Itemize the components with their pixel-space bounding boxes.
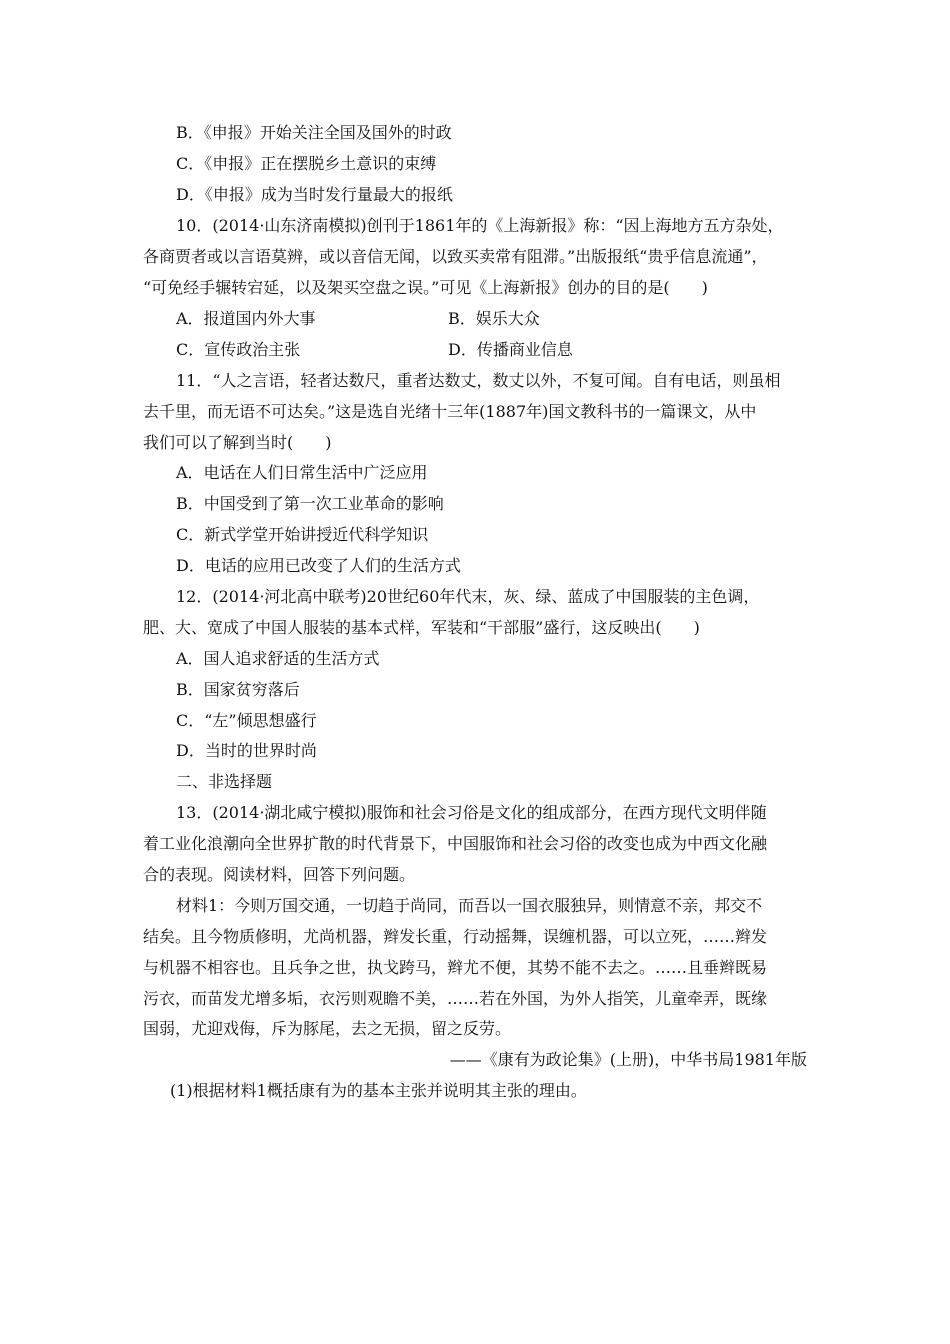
q10-option-d: D．传播商业信息 (448, 340, 573, 359)
q10-option-a: A．报道国内外大事 (176, 309, 316, 328)
q13-stem-line3: 合的表现。阅读材料，回答下列问题。 (143, 865, 416, 884)
q13-stem-line2: 着工业化浪潮向全世界扩散的时代背景下，中国服饰和社会习俗的改变也成为中西文化融 (143, 834, 768, 853)
q12-option-d: D．当时的世界时尚 (176, 741, 317, 760)
q10-option-b: B．娱乐大众 (448, 309, 540, 328)
section-heading: 二、非选择题 (176, 772, 273, 791)
q12-option-b: B．国家贫穷落后 (176, 680, 300, 699)
q9-option-d: D．《申报》成为当时发行量最大的报纸 (176, 185, 453, 204)
material1-line5: 国弱，尤迎戏侮，斥为豚尾，去之无损，留之反劳。 (143, 1019, 512, 1038)
q13-subquestion-1: (1)根据材料1概括康有为的基本主张并说明其主张的理由。 (170, 1081, 587, 1100)
q10-stem-line1: 10．(2014·山东济南模拟)创刊于1861年的《上海新报》称：“因上海地方五方杂处， (176, 216, 784, 235)
material1-line2: 结矣。且今物质修明，尤尚机器，辫发长重，行动摇舞，误缠机器，可以立死，……辫发 (143, 927, 768, 946)
q11-option-c: C．新式学堂开始讲授近代科学知识 (176, 525, 429, 544)
q12-option-a: A．国人追求舒适的生活方式 (176, 649, 380, 668)
q13-stem-line1: 13．(2014·湖北咸宁模拟)服饰和社会习俗是文化的组成部分，在西方现代文明伴随 (176, 803, 767, 822)
q11-stem-line3: 我们可以了解到当时( ) (143, 433, 332, 452)
material1-line3: 与机器不相容也。且兵争之世，执戈跨马，辫尤不便，其势不能不去之。……且垂辫既易 (143, 958, 768, 977)
q11-option-a: A．电话在人们日常生活中广泛应用 (176, 463, 428, 482)
q10-stem-line2: 各商贾者或以言语莫辨，或以音信无闻，以致买卖常有阻滞。”出版报纸“贵乎信息流通”， (143, 247, 768, 266)
q11-option-d: D．电话的应用已改变了人们的生活方式 (176, 556, 461, 575)
q10-option-c: C．宣传政治主张 (176, 340, 301, 359)
q11-option-b: B．中国受到了第一次工业革命的影响 (176, 494, 444, 513)
q11-stem-line1: 11．“人之言语，轻者达数尺，重者达数丈，数丈以外，不复可闻。自有电话，则虽相 (176, 371, 781, 390)
material1-line4: 污衣，而苗发尤增多垢，衣污则观瞻不美，……若在外国，为外人指笑，儿童牵弄，既缘 (143, 989, 768, 1008)
q10-stem-line3: “可免经手辗转宕延，以及架买空盘之误。”可见《上海新报》创办的目的是( ) (143, 278, 708, 297)
q12-option-c: C．“左”倾思想盛行 (176, 711, 317, 730)
q12-stem-line1: 12．(2014·河北高中联考)20世纪60年代末，灰、绿、蓝成了中国服装的主色调， (176, 587, 760, 606)
q9-option-b: B．《申报》开始关注全国及国外的时政 (176, 123, 452, 142)
q12-stem-line2: 肥、大、宽成了中国人服装的基本式样，军装和“干部服”盛行，这反映出( ) (143, 618, 700, 637)
material1-line1: 材料1：今则万国交通，一切趋于尚同，而吾以一国衣服独异，则情意不亲，邦交不 (176, 896, 763, 915)
q9-option-c: C．《申报》正在摆脱乡土意识的束缚 (176, 154, 437, 173)
material1-source: ——《康有为政论集》(上册)，中华书局1981年版 (449, 1050, 807, 1069)
q11-stem-line2: 去千里，而无语不可达矣。”这是选自光绪十三年(1887年)国文教科书的一篇课文，从中 (143, 402, 757, 421)
